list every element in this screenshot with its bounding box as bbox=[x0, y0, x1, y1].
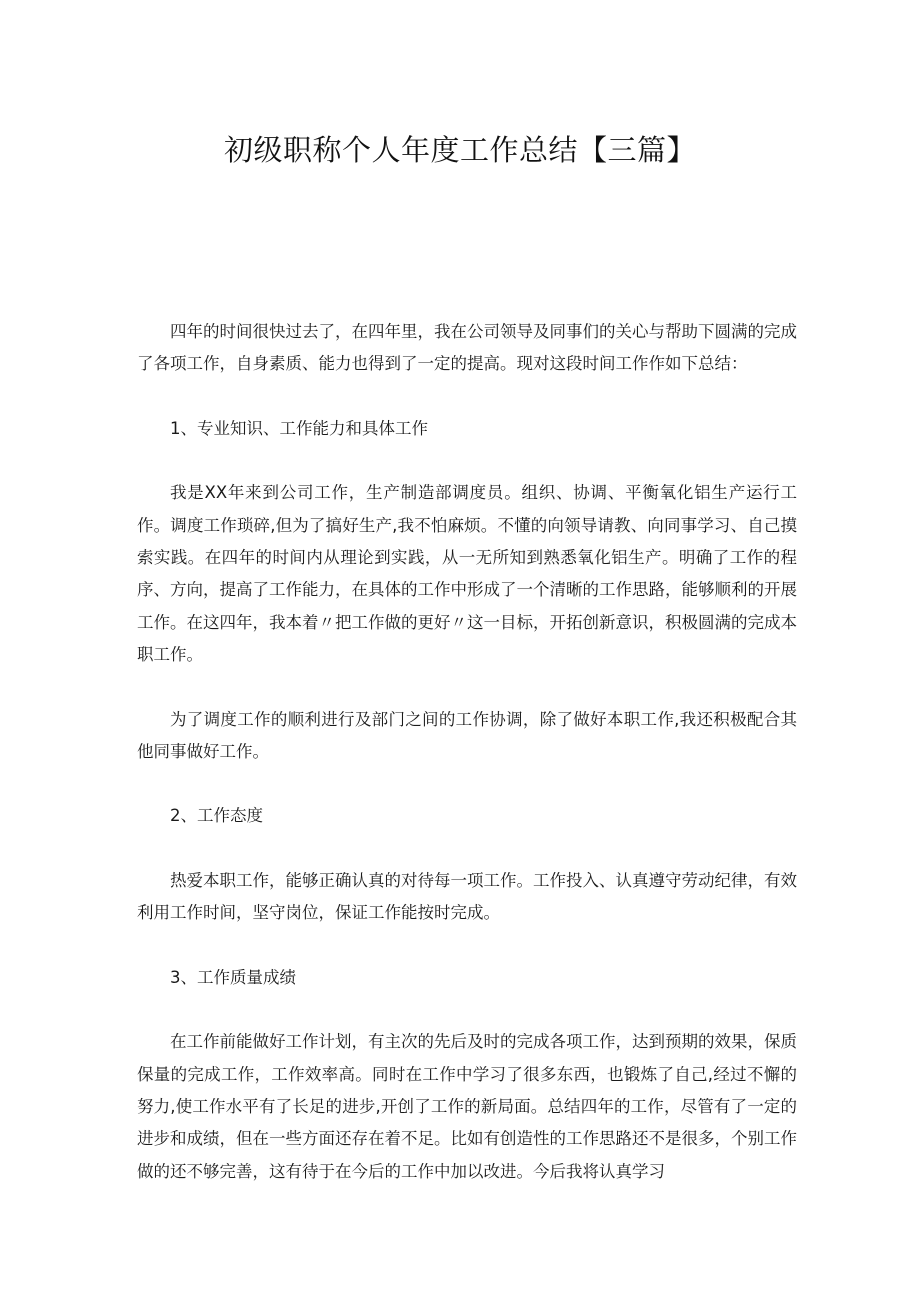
document-title: 初级职称个人年度工作总结【三篇】 bbox=[223, 133, 696, 167]
section-2-paragraph: 热爱本职工作，能够正确认真的对待每一项工作。工作投入、认真遵守劳动纪律，有效利用工作时间，坚守岗位，保证工作能按时完成。 bbox=[137, 870, 797, 923]
section-3-paragraph: 在工作前能做好工作计划，有主次的先后及时的完成各项工作，达到预期的效果，保质保量的完成工作，工作效率高。同时在工作中学习了很多东西，也锻炼了自己,经过不懈的努力,使工作水平有了长足的进步,开创了工作的新局面。总结四年的工作，尽管有了一定的进步和成绩，但在一些方面还存在着不足。比如有创造性的工作思路还不是很多，个别工作做的还不够完善，这有待于在今后的工作中加以改进。今后我将认真学习 bbox=[137, 1032, 797, 1181]
section-1-paragraph-2: 为了调度工作的顺利进行及部门之间的工作协调，除了做好本职工作,我还积极配合其他同事做好工作。 bbox=[137, 709, 797, 762]
section-1-paragraph-1: 我是XX年来到公司工作，生产制造部调度员。组织、协调、平衡氧化铝生产运行工作。调度工作琐碎,但为了搞好生产,我不怕麻烦。不懂的向领导请教、向同事学习、自己摸索实践。在四年的时间内从理论到实践，从一无所知到熟悉氧化铝生产。明确了工作的程序、方向，提高了工作能力，在具体的工作中形成了一个清晰的工作思路，能够顺利的开展工作。在这四年，我本着〃把工作做的更好〃这一目标，开拓创新意识，积极圆满的完成本职工作。 bbox=[137, 483, 797, 665]
section-1-heading: 1、专业知识、工作能力和具体工作 bbox=[170, 418, 428, 438]
section-3-heading: 3、工作质量成绩 bbox=[170, 967, 296, 987]
document-body bbox=[137, 316, 797, 1188]
intro-paragraph: 四年的时间很快过去了，在四年里，我在公司领导及同事们的关心与帮助下圆满的完成了各项工作，自身素质、能力也得到了一定的提高。现对这段时间工作作如下总结： bbox=[137, 322, 797, 374]
section-2-heading: 2、工作态度 bbox=[170, 806, 263, 826]
